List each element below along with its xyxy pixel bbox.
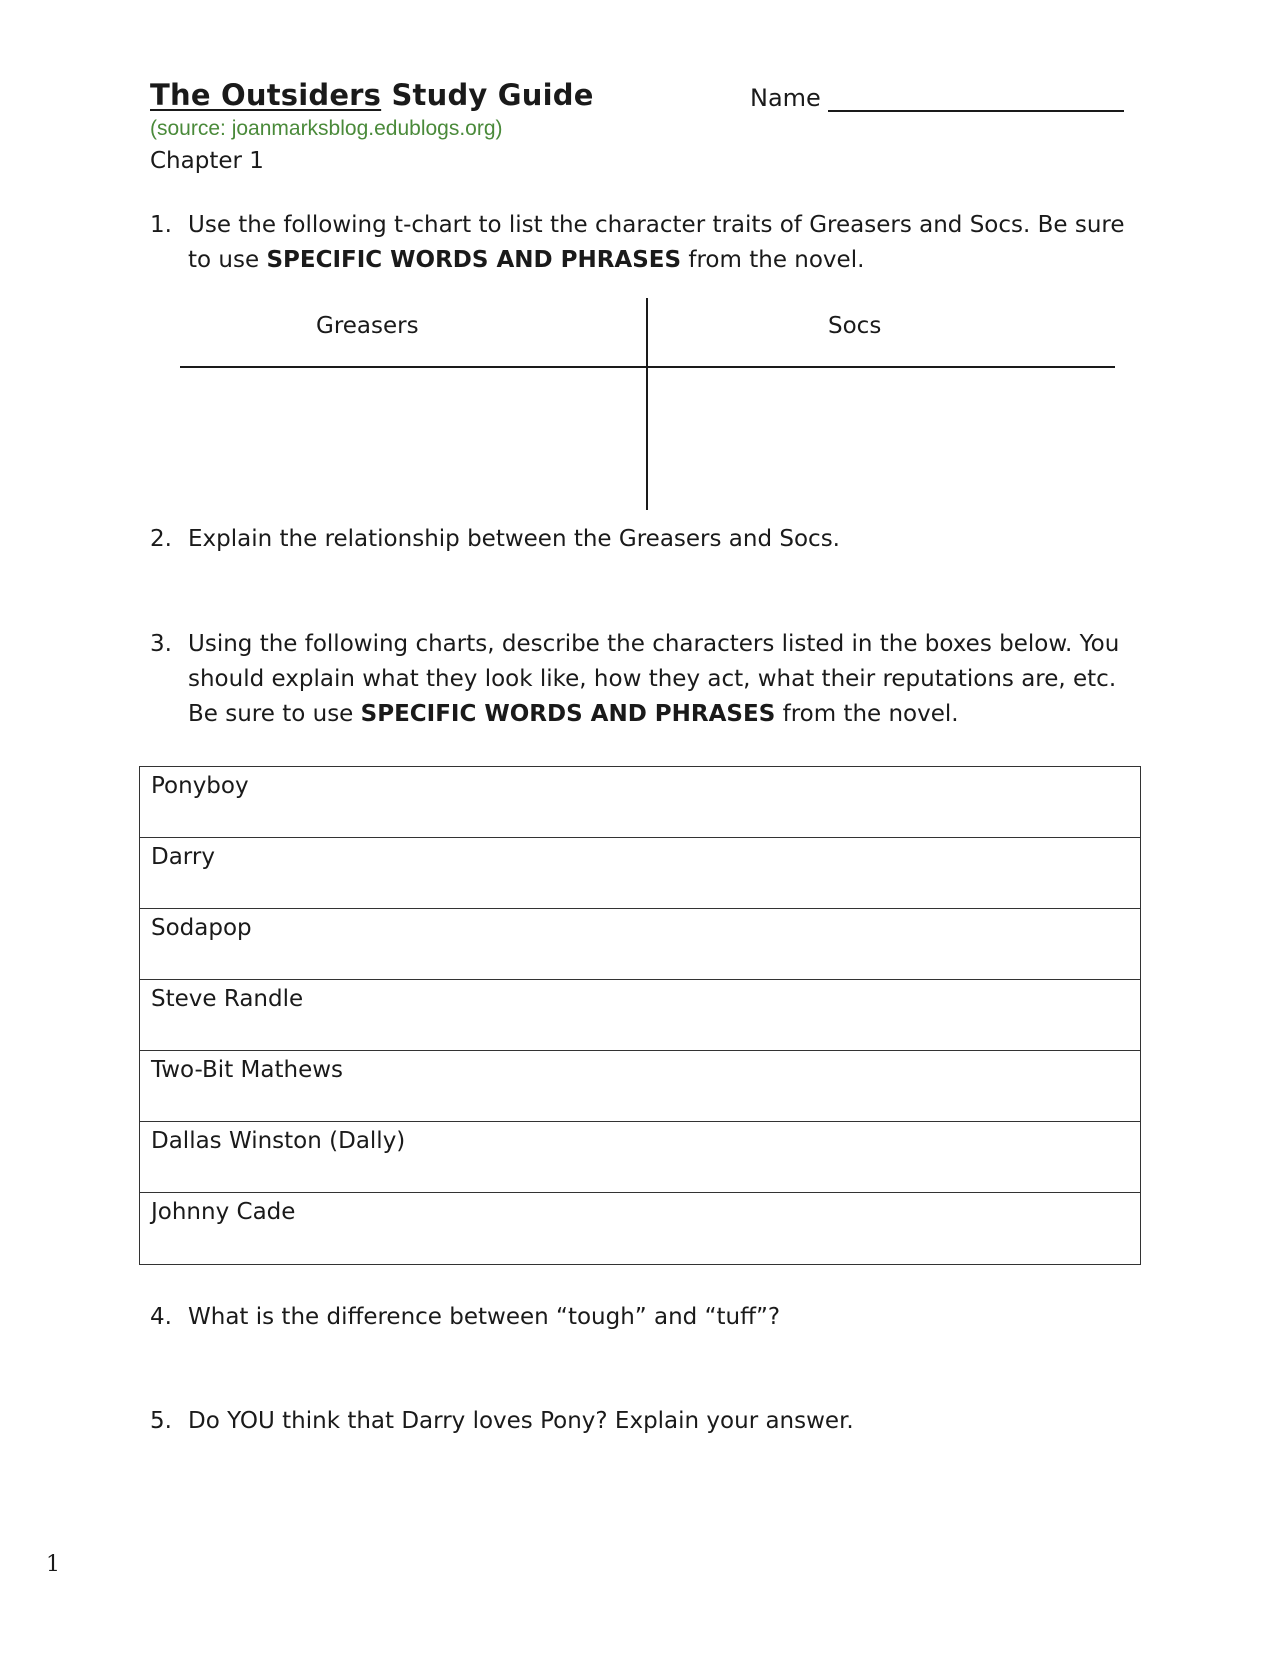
character-box[interactable] <box>140 1122 1140 1193</box>
character-name: Ponyboy <box>151 773 249 799</box>
character-name: Two-Bit Mathews <box>151 1057 344 1083</box>
chapter-heading: Chapter 1 <box>150 148 264 174</box>
character-box[interactable] <box>140 980 1140 1051</box>
question-text-end: from the novel. <box>681 247 865 273</box>
question-text: Explain the relationship between the Greasers and Socs. <box>188 526 840 552</box>
character-table <box>139 766 1141 1265</box>
character-box[interactable] <box>140 1051 1140 1122</box>
character-name: Steve Randle <box>151 986 304 1012</box>
character-box[interactable] <box>140 767 1140 838</box>
question-text: Using the following charts, describe the characters listed in the boxes below. You should explain what they look like, how they act, what their reputations are, etc. Be sure to use <box>188 631 1120 727</box>
question-1 <box>150 208 1140 278</box>
question-2 <box>150 522 1140 557</box>
question-number: 4. <box>150 1304 172 1330</box>
question-5 <box>150 1404 1140 1439</box>
question-number: 3. <box>150 631 172 657</box>
name-field-line[interactable] <box>828 110 1124 112</box>
title-suffix: Study Guide <box>381 78 594 112</box>
question-text: What is the difference between “tough” and “tuff”? <box>188 1304 781 1330</box>
character-name: Darry <box>151 844 215 870</box>
character-box[interactable] <box>140 909 1140 980</box>
character-box[interactable] <box>140 1193 1140 1264</box>
character-name: Dallas Winston (Dally) <box>151 1128 406 1154</box>
page-title <box>150 78 594 112</box>
question-text: Do YOU think that Darry loves Pony? Explain your answer. <box>188 1408 854 1434</box>
question-number: 1. <box>150 212 172 238</box>
tchart-vertical-line <box>646 298 648 510</box>
tchart-greasers-label: Greasers <box>316 313 419 339</box>
character-name: Johnny Cade <box>151 1199 296 1225</box>
question-emphasis: SPECIFIC WORDS AND PHRASES <box>266 247 682 273</box>
question-text: Use the following t-chart to list the character traits of Greasers and Socs. Be sure to use <box>188 212 1125 273</box>
question-number: 2. <box>150 526 172 552</box>
question-emphasis: SPECIFIC WORDS AND PHRASES <box>360 701 776 727</box>
tchart-socs-label: Socs <box>828 313 882 339</box>
question-number: 5. <box>150 1408 172 1434</box>
source-credit: (source: joanmarksblog.edublogs.org) <box>150 117 503 140</box>
title-book-name: The Outsiders <box>150 78 382 112</box>
question-text-end: from the novel. <box>775 701 959 727</box>
name-label: Name <box>750 84 821 112</box>
character-box[interactable] <box>140 838 1140 909</box>
character-name: Sodapop <box>151 915 252 941</box>
page-number: 1 <box>46 1552 60 1577</box>
question-4 <box>150 1300 1140 1335</box>
question-3 <box>150 627 1140 732</box>
